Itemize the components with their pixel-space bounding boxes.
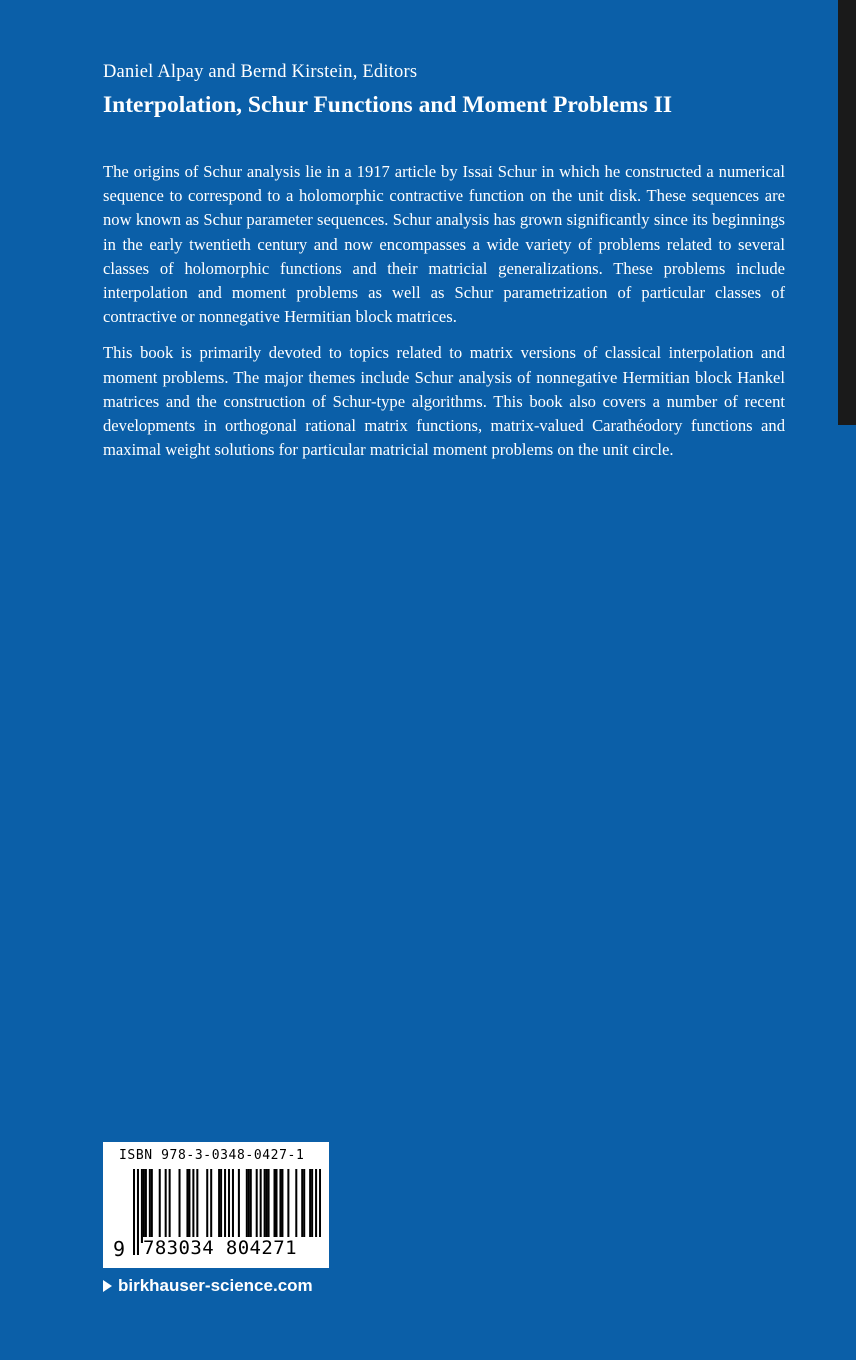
barcode-guard-bar bbox=[133, 1169, 135, 1255]
barcode-bar bbox=[274, 1169, 276, 1243]
barcode-bar bbox=[279, 1169, 281, 1243]
barcode-bar bbox=[141, 1169, 143, 1243]
barcode-bar bbox=[192, 1169, 194, 1243]
barcode-bar bbox=[165, 1169, 167, 1243]
barcode-bar bbox=[250, 1169, 252, 1243]
barcode-bar bbox=[218, 1169, 220, 1243]
barcode-bar bbox=[159, 1169, 161, 1243]
barcode-bar bbox=[266, 1169, 268, 1243]
barcode-bar bbox=[210, 1169, 212, 1243]
barcode-bar bbox=[149, 1169, 151, 1243]
blurb-paragraph-1: The origins of Schur analysis lie in a 1917 article by Issai Schur in which he constructed a numerical sequence to correspond to a holomorphic contractive function on the unit disk. These sequences are now known as Schur parameter sequences. Schur analysis has grown significantly since its beginnings in the early twentieth century and now encompasses a wide variety of problems related to several classes of holomorphic functions and their matricial generalizations. These problems include interpolation and moment problems as well as Schur parametrization of particular classes of contractive or nonnegative Hermitian block matrices. bbox=[103, 162, 785, 327]
barcode-bar bbox=[179, 1169, 181, 1243]
barcode-bar bbox=[301, 1169, 303, 1243]
barcode-bar bbox=[264, 1169, 266, 1243]
barcode-bar bbox=[303, 1169, 305, 1243]
barcode-bar bbox=[256, 1169, 258, 1243]
triangle-right-icon bbox=[103, 1280, 112, 1292]
isbn-label: ISBN 978-3-0348-0427-1 bbox=[119, 1148, 305, 1163]
blurb bbox=[103, 160, 785, 462]
publisher-website[interactable] bbox=[103, 1276, 313, 1296]
barcode-guard-bar bbox=[137, 1169, 139, 1255]
barcode-box bbox=[103, 1142, 329, 1268]
barcode-bar bbox=[151, 1169, 153, 1243]
barcode-first-digit: 9 bbox=[113, 1237, 126, 1261]
barcode-bar bbox=[232, 1169, 234, 1243]
barcode-bar bbox=[188, 1169, 190, 1243]
barcode-bar bbox=[145, 1169, 147, 1243]
book-title: Interpolation, Schur Functions and Moment Problems II bbox=[103, 92, 673, 118]
barcode-bar bbox=[281, 1169, 283, 1243]
barcode-bar bbox=[169, 1169, 171, 1243]
barcode-bar bbox=[246, 1169, 248, 1243]
barcode-bar bbox=[186, 1169, 188, 1243]
website-label: birkhauser-science.com bbox=[118, 1276, 313, 1295]
barcode-bar bbox=[238, 1169, 240, 1243]
barcode-bar bbox=[275, 1169, 277, 1243]
barcode-bar bbox=[295, 1169, 297, 1243]
barcode-bar bbox=[268, 1169, 270, 1243]
barcode-bar bbox=[206, 1169, 208, 1243]
barcode-bar bbox=[248, 1169, 250, 1243]
barcode-bar bbox=[311, 1169, 313, 1243]
barcode-digits: 783034 804271 bbox=[143, 1237, 325, 1259]
barcode-bar bbox=[220, 1169, 222, 1243]
barcode-bar bbox=[260, 1169, 262, 1243]
editors-line: Daniel Alpay and Bernd Kirstein, Editors bbox=[103, 62, 418, 82]
barcode-bar bbox=[287, 1169, 289, 1243]
barcode-bar bbox=[196, 1169, 198, 1243]
spine-edge bbox=[838, 0, 856, 425]
barcode-bar bbox=[143, 1169, 145, 1243]
barcode-bar bbox=[309, 1169, 311, 1243]
blurb-paragraph-2: This book is primarily devoted to topics related to matrix versions of classical interpolation and moment problems. The major themes include Schur analysis of nonnegative Hermitian block Hankel matrices and the construction of Schur-type algorithms. This book also covers a number of recent developments in orthogonal rational matrix functions, matrix-valued Carathéodory functions and maximal weight solutions for particular matricial moment problems on the unit circle. bbox=[103, 343, 785, 460]
